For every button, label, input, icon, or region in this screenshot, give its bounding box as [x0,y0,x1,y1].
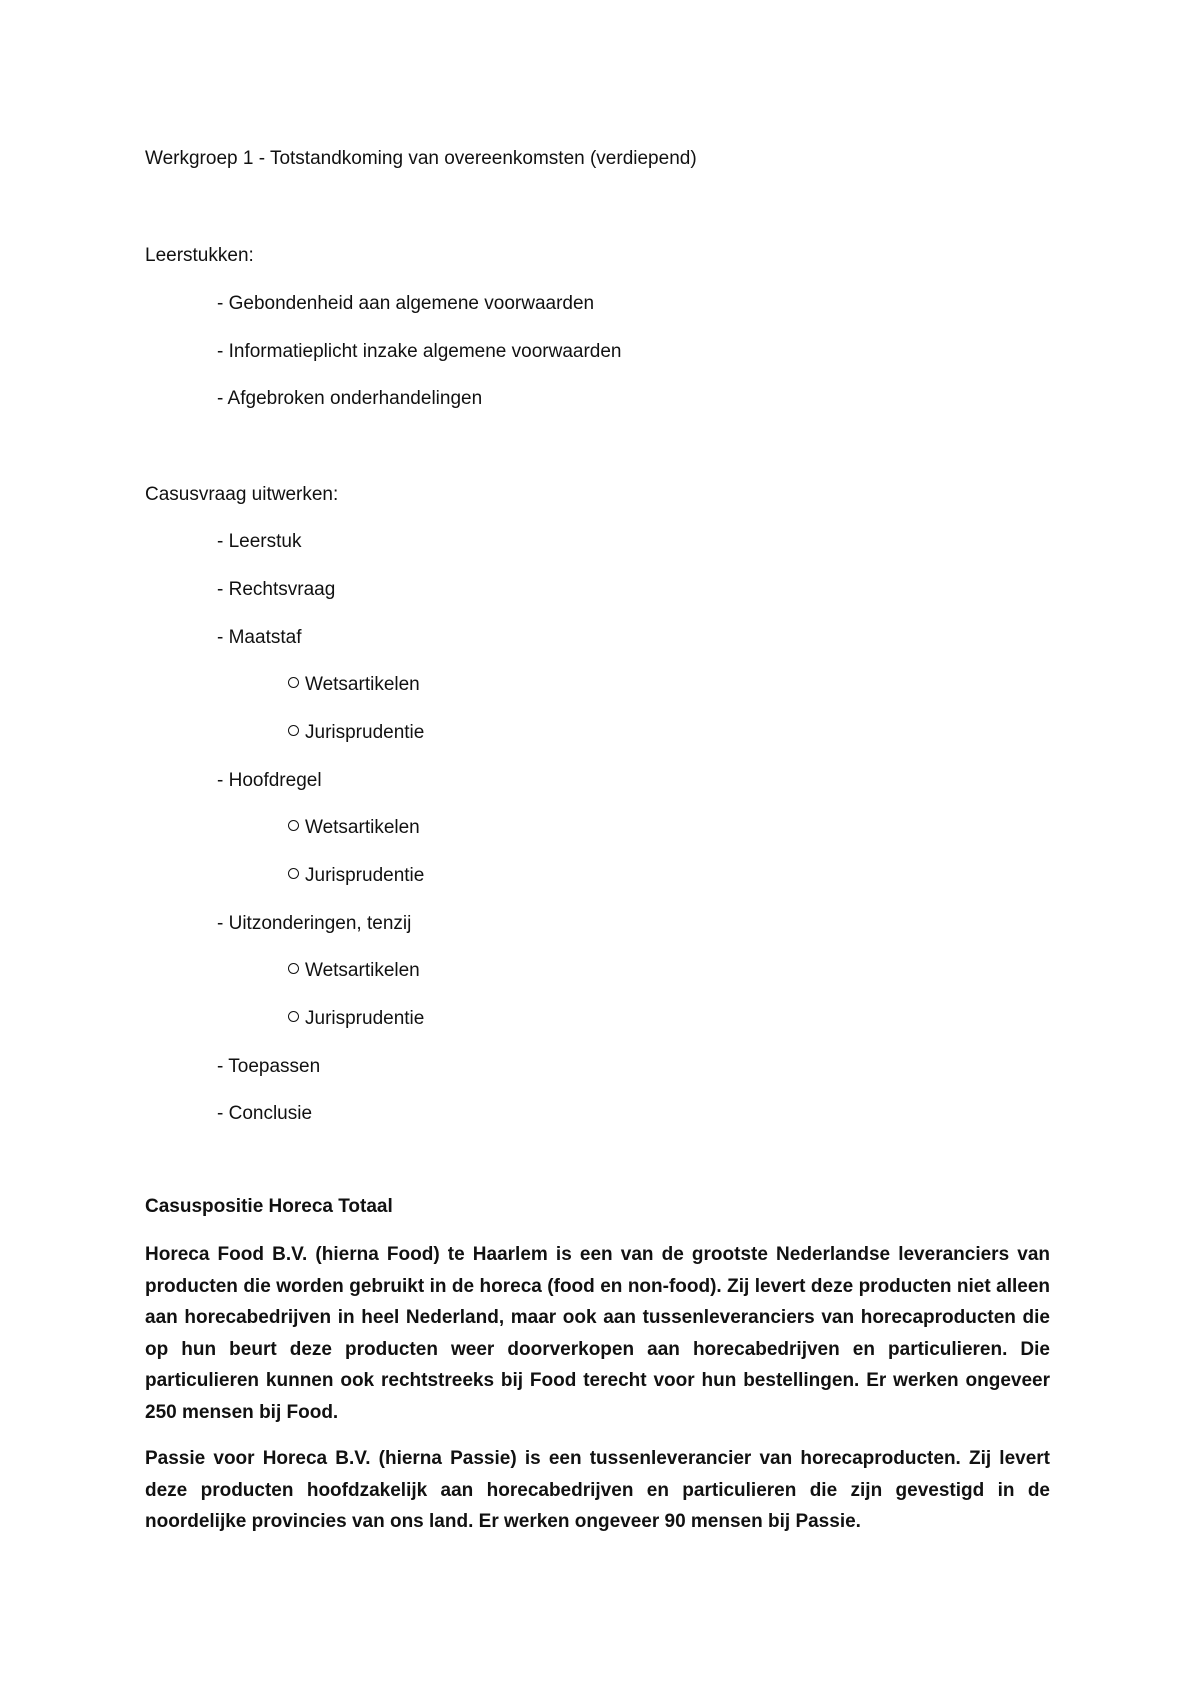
subitem-label: Jurisprudentie [305,1008,425,1029]
casusvraag-item: - Hoofdregel [217,770,322,791]
document-title: Werkgroep 1 - Totstandkoming van overeenkomsten (verdiepend) [145,148,697,169]
leerstuk-item: - Afgebroken onderhandelingen [217,388,483,409]
casusvraag-item: - Toepassen [217,1056,321,1077]
casusvraag-item: - Uitzonderingen, tenzij [217,913,412,934]
casusvraag-item: - Leerstuk [217,531,302,552]
leerstuk-item: - Informatieplicht inzake algemene voorwaarden [217,341,622,362]
casuspositie-heading: Casuspositie Horeca Totaal [145,1196,393,1217]
subitem-label: Wetsartikelen [305,674,420,695]
subitem-label: Wetsartikelen [305,960,420,981]
casusvraag-subitem [288,673,420,697]
casusvraag-subitem [288,721,424,745]
casusvraag-subitem [288,959,420,983]
circle-bullet-icon [288,677,299,688]
leerstukken-heading: Leerstukken: [145,245,254,266]
casusvraag-item: - Rechtsvraag [217,579,336,600]
subitem-label: Wetsartikelen [305,817,420,838]
casusvraag-item: - Maatstaf [217,627,302,648]
casusvraag-subitem [288,864,424,888]
leerstuk-item: - Gebondenheid aan algemene voorwaarden [217,293,595,314]
casusvraag-heading: Casusvraag uitwerken: [145,484,339,505]
circle-bullet-icon [288,820,299,831]
casusvraag-item: - Conclusie [217,1103,313,1124]
subitem-label: Jurisprudentie [305,722,425,743]
subitem-label: Jurisprudentie [305,865,425,886]
circle-bullet-icon [288,725,299,736]
circle-bullet-icon [288,1011,299,1022]
casusvraag-subitem [288,816,420,840]
casuspositie-paragraph: Passie voor Horeca B.V. (hierna Passie) is een tussenleverancier van horecaproducten. Zij levert deze producten hoofdzakelijk aan horecabedrijven en particulieren die zijn gevestigd in de noordelijke provincies van ons land. Er werken ongeveer 90 mensen bij Passie. [145,1448,1050,1532]
casuspositie-paragraph: Horeca Food B.V. (hierna Food) te Haarlem is een van de grootste Nederlandse leveranciers van producten die worden gebruikt in de horeca (food en non-food). Zij levert deze producten niet alleen aan horecabedrijven in heel Nederland, maar ook aan tussenleveranciers van horecaproducten die op hun beurt deze producten weer doorverkopen aan horecabedrijven en particulieren. Die particulieren kunnen ook rechtstreeks bij Food terecht voor hun bestellingen. Er werken ongeveer 250 mensen bij Food. [145,1244,1050,1423]
circle-bullet-icon [288,868,299,879]
circle-bullet-icon [288,963,299,974]
casusvraag-subitem [288,1007,424,1031]
